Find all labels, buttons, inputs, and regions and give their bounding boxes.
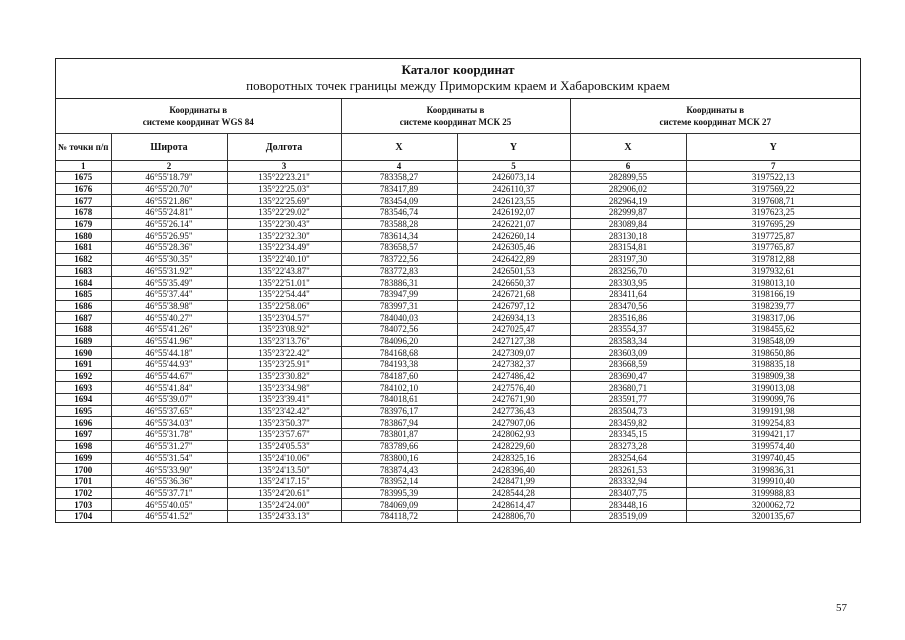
- group-header-wgs84: [56, 99, 341, 134]
- point-number-cell: 1678: [56, 207, 111, 219]
- coordinate-cell: 2427025,47: [457, 323, 570, 335]
- coordinate-cell: 783588,28: [341, 218, 457, 230]
- coordinate-cell: 135°22'23.21": [227, 172, 341, 184]
- coordinate-cell: 283603,09: [570, 347, 686, 359]
- coordinate-cell: 46°55'31.54": [111, 452, 227, 464]
- coordinate-cell: 135°22'43.87": [227, 265, 341, 277]
- point-number-cell: 1700: [56, 464, 111, 476]
- coordinate-cell: 283591,77: [570, 394, 686, 406]
- coordinate-cell: 2427671,90: [457, 394, 570, 406]
- coordinate-cell: 46°55'28.36": [111, 242, 227, 254]
- coordinate-cell: 783417,89: [341, 183, 457, 195]
- coordinate-cell: 3199988,83: [686, 487, 860, 499]
- coordinate-cell: 135°23'50.37": [227, 417, 341, 429]
- coordinate-cell: 3197522,13: [686, 172, 860, 184]
- coordinate-cell: 46°55'26.14": [111, 218, 227, 230]
- coordinate-cell: 2426721,68: [457, 288, 570, 300]
- coordinate-cell: 784096,20: [341, 335, 457, 347]
- table-row: [56, 288, 860, 300]
- coordinate-cell: 282906,02: [570, 183, 686, 195]
- table-row: [56, 230, 860, 242]
- coordinate-cell: 46°55'41.96": [111, 335, 227, 347]
- coordinate-cell: 283130,18: [570, 230, 686, 242]
- coordinate-cell: 3197932,61: [686, 265, 860, 277]
- coordinate-cell: 784102,10: [341, 382, 457, 394]
- table-row: [56, 242, 860, 254]
- coordinate-cell: 784193,38: [341, 359, 457, 371]
- coordinate-cell: 3199191,98: [686, 405, 860, 417]
- coordinate-cell: 783546,74: [341, 207, 457, 219]
- coordinate-cell: 283516,86: [570, 312, 686, 324]
- coordinate-cell: 135°24'20.61": [227, 487, 341, 499]
- coordinate-cell: 46°55'44.67": [111, 370, 227, 382]
- table-row: [56, 277, 860, 289]
- coordinate-cell: 3198548,09: [686, 335, 860, 347]
- table-row: [56, 172, 860, 184]
- coordinate-cell: 3198455,62: [686, 323, 860, 335]
- coordinate-cell: 3198317,06: [686, 312, 860, 324]
- coordinate-cell: 282899,55: [570, 172, 686, 184]
- coordinate-cell: 784072,56: [341, 323, 457, 335]
- table-row: [56, 440, 860, 452]
- coordinate-cell: 46°55'24.81": [111, 207, 227, 219]
- coordinate-cell: 2428325,16: [457, 452, 570, 464]
- column-number: 1: [56, 161, 111, 172]
- coordinate-cell: 2426073,14: [457, 172, 570, 184]
- coordinate-cell: 3199013,08: [686, 382, 860, 394]
- coordinate-cell: 283690,47: [570, 370, 686, 382]
- coordinate-cell: 46°55'38.98": [111, 300, 227, 312]
- coordinate-cell: 3197765,87: [686, 242, 860, 254]
- coordinate-cell: 283089,84: [570, 218, 686, 230]
- point-number-cell: 1685: [56, 288, 111, 300]
- table-row: [56, 347, 860, 359]
- coordinate-cell: 784168,68: [341, 347, 457, 359]
- coordinate-cell: 3198166,19: [686, 288, 860, 300]
- column-header: X: [341, 134, 457, 161]
- coordinate-cell: 783867,94: [341, 417, 457, 429]
- coordinate-cell: 2426305,46: [457, 242, 570, 254]
- point-number-cell: 1701: [56, 475, 111, 487]
- coordinate-cell: 2426797,12: [457, 300, 570, 312]
- coordinate-cell: 46°55'31.78": [111, 429, 227, 441]
- coordinate-cell: 283345,15: [570, 429, 686, 441]
- coordinate-cell: 135°23'08.92": [227, 323, 341, 335]
- coordinate-cell: 2426422,89: [457, 253, 570, 265]
- table-row: [56, 429, 860, 441]
- coordinate-cell: 46°55'41.84": [111, 382, 227, 394]
- point-number-cell: 1687: [56, 312, 111, 324]
- coordinate-cell: 46°55'39.07": [111, 394, 227, 406]
- coordinate-cell: 135°23'39.41": [227, 394, 341, 406]
- group-header-msk25: [341, 99, 570, 134]
- coordinate-cell: 3199254,83: [686, 417, 860, 429]
- coordinate-cell: 3199099,76: [686, 394, 860, 406]
- coordinate-cell: 46°55'21.86": [111, 195, 227, 207]
- table-row: [56, 218, 860, 230]
- group-header-line: Координаты в: [686, 105, 745, 115]
- point-number-cell: 1682: [56, 253, 111, 265]
- coordinate-cell: 283332,94: [570, 475, 686, 487]
- coordinate-cell: 135°24'17.15": [227, 475, 341, 487]
- table-row: [56, 405, 860, 417]
- group-header-line: системе координат WGS 84: [142, 117, 254, 127]
- coordinate-cell: 2428062,93: [457, 429, 570, 441]
- coordinate-cell: 135°23'13.76": [227, 335, 341, 347]
- coordinate-cell: 46°55'37.65": [111, 405, 227, 417]
- coordinate-cell: 283256,70: [570, 265, 686, 277]
- coordinate-cell: 3200062,72: [686, 499, 860, 511]
- column-number: 4: [341, 161, 457, 172]
- table-row: [56, 359, 860, 371]
- coordinate-cell: 783658,57: [341, 242, 457, 254]
- table-body: [56, 172, 860, 522]
- coordinate-cell: 784018,61: [341, 394, 457, 406]
- document-title: Каталог координат: [401, 62, 515, 77]
- coordinate-cell: 283448,16: [570, 499, 686, 511]
- table-row: [56, 370, 860, 382]
- coordinate-cell: 135°22'58.06": [227, 300, 341, 312]
- coordinate-cell: 135°23'30.82": [227, 370, 341, 382]
- coordinate-cell: 46°55'33.90": [111, 464, 227, 476]
- coordinate-cell: 2426192,07: [457, 207, 570, 219]
- coordinate-cell: 3197623,25: [686, 207, 860, 219]
- coordinate-cell: 2427576,40: [457, 382, 570, 394]
- point-number-cell: 1692: [56, 370, 111, 382]
- coordinate-cell: 135°22'30.43": [227, 218, 341, 230]
- coordinate-cell: 2426501,53: [457, 265, 570, 277]
- coordinate-cell: 135°24'33.13": [227, 510, 341, 521]
- table-row: [56, 510, 860, 521]
- coordinate-cell: 2427907,06: [457, 417, 570, 429]
- column-number: 2: [111, 161, 227, 172]
- point-number-cell: 1679: [56, 218, 111, 230]
- coordinate-cell: 3197725,87: [686, 230, 860, 242]
- coordinate-cell: 135°22'29.02": [227, 207, 341, 219]
- point-number-cell: 1697: [56, 429, 111, 441]
- table-row: [56, 382, 860, 394]
- table-row: [56, 300, 860, 312]
- point-number-cell: 1703: [56, 499, 111, 511]
- coordinate-cell: 46°55'36.36": [111, 475, 227, 487]
- coordinate-cell: 135°23'04.57": [227, 312, 341, 324]
- coordinate-cell: 46°55'31.92": [111, 265, 227, 277]
- coordinate-cell: 783886,31: [341, 277, 457, 289]
- column-header-row: [56, 134, 860, 161]
- coordinate-cell: 135°22'34.49": [227, 242, 341, 254]
- group-header-line: Координаты в: [426, 105, 485, 115]
- coordinate-cell: 2426123,55: [457, 195, 570, 207]
- coordinate-cell: 46°55'41.52": [111, 510, 227, 521]
- coordinate-cell: 46°55'31.27": [111, 440, 227, 452]
- point-number-cell: 1693: [56, 382, 111, 394]
- coordinate-cell: 2426110,37: [457, 183, 570, 195]
- coordinate-cell: 282999,87: [570, 207, 686, 219]
- coordinate-cell: 283470,56: [570, 300, 686, 312]
- table-row: [56, 452, 860, 464]
- point-number-cell: 1702: [56, 487, 111, 499]
- table-row: [56, 207, 860, 219]
- table-row: [56, 475, 860, 487]
- coordinate-cell: 3197695,29: [686, 218, 860, 230]
- coordinate-cell: 283411,64: [570, 288, 686, 300]
- coordinate-cell: 2426221,07: [457, 218, 570, 230]
- point-number-cell: 1691: [56, 359, 111, 371]
- coordinate-cell: 46°55'34.03": [111, 417, 227, 429]
- point-number-cell: 1686: [56, 300, 111, 312]
- coordinate-cell: 783722,56: [341, 253, 457, 265]
- coordinate-cell: 2427736,43: [457, 405, 570, 417]
- coordinate-cell: 46°55'40.05": [111, 499, 227, 511]
- coordinate-cell: 783614,34: [341, 230, 457, 242]
- table-row: [56, 335, 860, 347]
- coordinate-cell: 3198909,38: [686, 370, 860, 382]
- coordinate-cell: 46°55'44.93": [111, 359, 227, 371]
- coordinate-cell: 135°22'32.30": [227, 230, 341, 242]
- coordinate-cell: 2428806,70: [457, 510, 570, 521]
- point-number-cell: 1680: [56, 230, 111, 242]
- coordinate-cell: 3199740,45: [686, 452, 860, 464]
- table-row: [56, 323, 860, 335]
- coordinate-cell: 2428614,47: [457, 499, 570, 511]
- point-number-cell: 1696: [56, 417, 111, 429]
- coordinate-cell: 783789,66: [341, 440, 457, 452]
- column-number: 7: [686, 161, 860, 172]
- table-row: [56, 265, 860, 277]
- coordinate-cell: 135°23'57.67": [227, 429, 341, 441]
- coordinate-cell: 135°23'22.42": [227, 347, 341, 359]
- coordinate-cell: 3198013,10: [686, 277, 860, 289]
- point-number-cell: 1688: [56, 323, 111, 335]
- coordinate-cell: 3199836,31: [686, 464, 860, 476]
- coordinate-cell: 46°55'37.44": [111, 288, 227, 300]
- title-block: [56, 59, 860, 99]
- table-row: [56, 183, 860, 195]
- coordinate-cell: 135°22'25.69": [227, 195, 341, 207]
- coordinate-cell: 2428229,60: [457, 440, 570, 452]
- coordinate-cell: 135°22'54.44": [227, 288, 341, 300]
- coordinate-cell: 135°24'05.53": [227, 440, 341, 452]
- coordinate-cell: 283254,64: [570, 452, 686, 464]
- coordinate-cell: 2427486,42: [457, 370, 570, 382]
- coordinate-cell: 135°24'13.50": [227, 464, 341, 476]
- coordinate-cell: 2426934,13: [457, 312, 570, 324]
- coordinate-cell: 2427127,38: [457, 335, 570, 347]
- column-header: Y: [686, 134, 860, 161]
- group-header-msk27: [570, 99, 860, 134]
- column-header: Широта: [111, 134, 227, 161]
- page-number: 57: [836, 602, 847, 614]
- coordinate-cell: 783801,87: [341, 429, 457, 441]
- column-number: 3: [227, 161, 341, 172]
- coordinate-cell: 283273,28: [570, 440, 686, 452]
- coordinate-cell: 3199910,40: [686, 475, 860, 487]
- table-row: [56, 312, 860, 324]
- group-header-line: системе координат МСК 27: [659, 117, 772, 127]
- coordinate-cell: 2428471,99: [457, 475, 570, 487]
- coordinate-cell: 3198239,77: [686, 300, 860, 312]
- point-number-cell: 1699: [56, 452, 111, 464]
- table-row: [56, 464, 860, 476]
- coordinate-cell: 135°24'10.06": [227, 452, 341, 464]
- coordinate-cell: 135°23'42.42": [227, 405, 341, 417]
- coordinate-cell: 783358,27: [341, 172, 457, 184]
- coordinate-cell: 783947,99: [341, 288, 457, 300]
- coordinate-cell: 46°55'26.95": [111, 230, 227, 242]
- table-row: [56, 195, 860, 207]
- point-number-cell: 1689: [56, 335, 111, 347]
- table-row: [56, 417, 860, 429]
- column-number-row: [56, 161, 860, 172]
- coordinate-cell: 784187,60: [341, 370, 457, 382]
- coordinate-cell: 2427309,07: [457, 347, 570, 359]
- coordinate-cell: 783800,16: [341, 452, 457, 464]
- point-number-cell: 1690: [56, 347, 111, 359]
- coordinate-cell: 135°24'24.00": [227, 499, 341, 511]
- point-number-cell: 1677: [56, 195, 111, 207]
- coordinate-cell: 3198835,18: [686, 359, 860, 371]
- coordinates-table: [56, 99, 860, 522]
- coordinate-cell: 46°55'20.70": [111, 183, 227, 195]
- point-number-cell: 1676: [56, 183, 111, 195]
- coordinate-cell: 46°55'40.27": [111, 312, 227, 324]
- point-number-cell: 1694: [56, 394, 111, 406]
- coordinate-cell: 2426260,14: [457, 230, 570, 242]
- coordinate-cell: 784118,72: [341, 510, 457, 521]
- coordinate-cell: 46°55'37.71": [111, 487, 227, 499]
- coordinate-cell: 3197608,71: [686, 195, 860, 207]
- point-number-cell: 1681: [56, 242, 111, 254]
- coordinate-cell: 783995,39: [341, 487, 457, 499]
- point-number-cell: 1695: [56, 405, 111, 417]
- coordinate-cell: 46°55'35.49": [111, 277, 227, 289]
- coordinate-cell: 283154,81: [570, 242, 686, 254]
- coordinate-cell: 283303,95: [570, 277, 686, 289]
- coordinate-cell: 283583,34: [570, 335, 686, 347]
- coordinate-cell: 283504,73: [570, 405, 686, 417]
- coordinate-cell: 783874,43: [341, 464, 457, 476]
- column-number: 5: [457, 161, 570, 172]
- column-header: X: [570, 134, 686, 161]
- coordinate-cell: 46°55'18.79": [111, 172, 227, 184]
- coordinate-cell: 46°55'44.18": [111, 347, 227, 359]
- coordinate-cell: 135°22'51.01": [227, 277, 341, 289]
- coordinate-cell: 283554,37: [570, 323, 686, 335]
- column-header: № точки п/п: [56, 134, 111, 161]
- coordinate-cell: 283680,71: [570, 382, 686, 394]
- coordinate-cell: 783454,09: [341, 195, 457, 207]
- coordinate-cell: 283407,75: [570, 487, 686, 499]
- point-number-cell: 1675: [56, 172, 111, 184]
- group-header-line: Координаты в: [169, 105, 228, 115]
- coordinate-cell: 283261,53: [570, 464, 686, 476]
- coordinate-cell: 2427382,37: [457, 359, 570, 371]
- coordinate-cell: 135°22'40.10": [227, 253, 341, 265]
- coordinate-cell: 135°22'25.03": [227, 183, 341, 195]
- coordinate-cell: 784040,03: [341, 312, 457, 324]
- coordinate-cell: 135°23'34.98": [227, 382, 341, 394]
- document-subtitle: поворотных точек границы между Приморским краем и Хабаровским краем: [246, 78, 670, 93]
- point-number-cell: 1698: [56, 440, 111, 452]
- coordinate-cell: 283197,30: [570, 253, 686, 265]
- column-header: Долгота: [227, 134, 341, 161]
- table-row: [56, 499, 860, 511]
- coordinate-cell: 3199421,17: [686, 429, 860, 441]
- coordinate-cell: 783997,31: [341, 300, 457, 312]
- coordinate-cell: 283668,59: [570, 359, 686, 371]
- column-header: Y: [457, 134, 570, 161]
- point-number-cell: 1683: [56, 265, 111, 277]
- table-row: [56, 394, 860, 406]
- coordinate-cell: 783952,14: [341, 475, 457, 487]
- point-number-cell: 1684: [56, 277, 111, 289]
- coordinate-catalog: [55, 58, 861, 523]
- coordinate-cell: 283459,82: [570, 417, 686, 429]
- column-number: 6: [570, 161, 686, 172]
- coordinate-cell: 3200135,67: [686, 510, 860, 521]
- coordinate-cell: 3199574,40: [686, 440, 860, 452]
- coordinate-cell: 46°55'41.26": [111, 323, 227, 335]
- coordinate-cell: 2428544,28: [457, 487, 570, 499]
- coordinate-cell: 783976,17: [341, 405, 457, 417]
- coordinate-cell: 2428396,40: [457, 464, 570, 476]
- coordinate-cell: 2426650,37: [457, 277, 570, 289]
- coordinate-cell: 3198650,86: [686, 347, 860, 359]
- coordinate-cell: 135°23'25.91": [227, 359, 341, 371]
- group-header-row: [56, 99, 860, 134]
- coordinate-cell: 3197812,88: [686, 253, 860, 265]
- coordinate-cell: 783772,83: [341, 265, 457, 277]
- point-number-cell: 1704: [56, 510, 111, 521]
- coordinate-cell: 282964,19: [570, 195, 686, 207]
- coordinate-cell: 784069,09: [341, 499, 457, 511]
- coordinate-cell: 283519,09: [570, 510, 686, 521]
- table-row: [56, 253, 860, 265]
- group-header-line: системе координат МСК 25: [399, 117, 512, 127]
- table-row: [56, 487, 860, 499]
- coordinate-cell: 3197569,22: [686, 183, 860, 195]
- coordinate-cell: 46°55'30.35": [111, 253, 227, 265]
